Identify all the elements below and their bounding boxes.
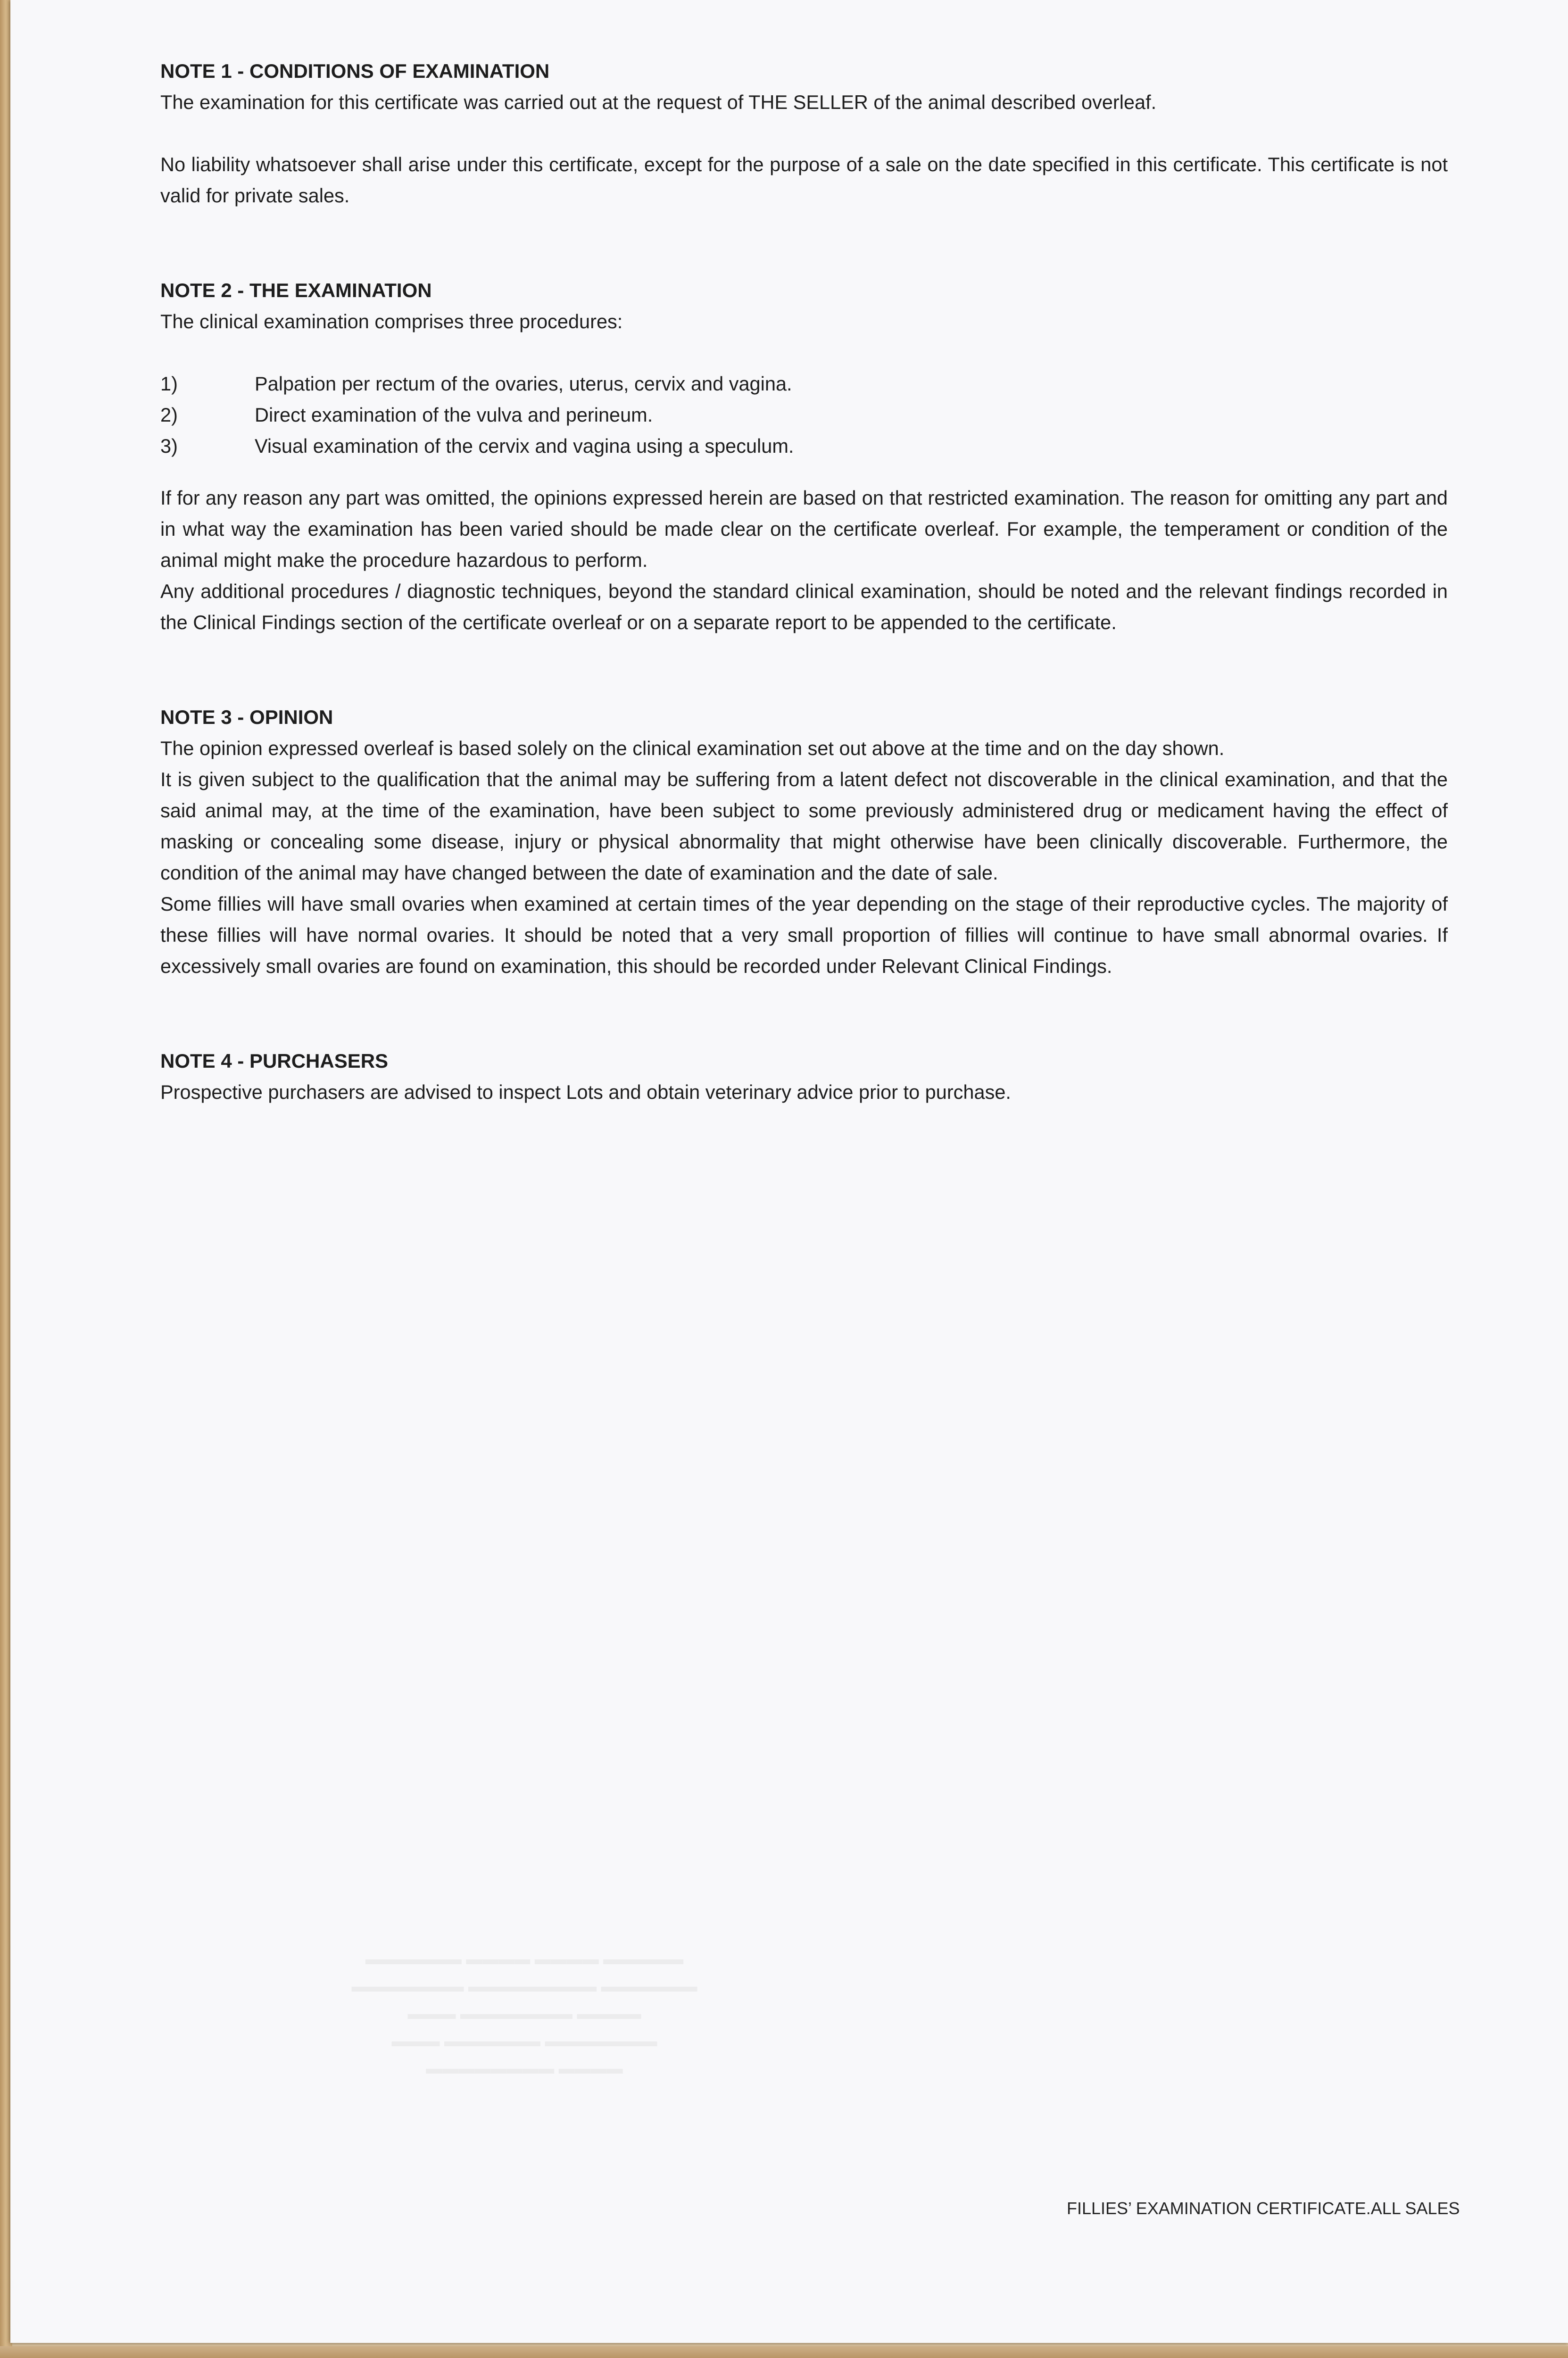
note-1-paragraph-1: The examination for this certificate was carried out at the request of THE SELLER of the animal described overleaf.: [160, 91, 1157, 113]
certificate-page: [10, 0, 1568, 2343]
procedure-item: [160, 431, 1448, 462]
note-3-paragraph-3: Some fillies will have small ovaries when examined at certain times of the year depending on the stage of their reproductive cycles. The majority of these fillies will have normal ovaries. It should be noted that a very small proportion of fillies will continue to have small abnormal ovaries. If excessively small ovaries are found on examination, this should be recorded under Relevant Clinical Findings.: [160, 893, 1448, 977]
wooden-surface-bottom: [0, 2346, 1568, 2358]
procedure-item: [160, 399, 1448, 431]
note-1-paragraph-2: No liability whatsoever shall arise under this certificate, except for the purpose of a sale on the date specified in this certificate. This certificate is not valid for private sales.: [160, 153, 1448, 207]
note-2-paragraph-2: Any additional procedures / diagnostic techniques, beyond the standard clinical examination, should be noted and the relevant findings recorded in the Clinical Findings section of the certificate overleaf or on a separate report to be appended to the certificate.: [160, 580, 1448, 633]
note-4-paragraph-1: Prospective purchasers are advised to inspect Lots and obtain veterinary advice prior to purchase.: [160, 1081, 1011, 1103]
procedure-text: Direct examination of the vulva and perineum.: [255, 404, 653, 426]
procedure-text: Palpation per rectum of the ovaries, uterus, cervix and vagina.: [255, 373, 792, 395]
note-3-section: [160, 702, 1448, 982]
procedure-item: [160, 368, 1448, 399]
note-3-paragraph-2: It is given subject to the qualification that the animal may be suffering from a latent defect not discoverable in the clinical examination, and that the said animal may, at the time of the examination, have been subject to some previously administered drug or medicament having the effect of masking or concealing some disease, injury or physical abnormality that might otherwise have been clinically discoverable. Furthermore, the condition of the animal may have changed between the date of examination and the date of sale.: [160, 768, 1448, 884]
note-2-heading: NOTE 2 - THE EXAMINATION: [160, 279, 432, 301]
note-3-heading: NOTE 3 - OPINION: [160, 706, 333, 728]
note-1-section: [160, 56, 1448, 211]
procedure-number: 3): [160, 435, 178, 457]
footer-document-title: FILLIES’ EXAMINATION CERTIFICATE.ALL SALES: [1067, 2199, 1460, 2218]
procedure-text: Visual examination of the cervix and vagina using a speculum.: [255, 435, 794, 457]
procedure-number: 2): [160, 404, 178, 426]
note-2-paragraph-1: If for any reason any part was omitted, the opinions expressed herein are based on that restricted examination. The reason for omitting any part and in what way the examination has been varied should be made clear on the certificate overleaf. For example, the temperament or condition of the animal might make the procedure hazardous to perform.: [160, 487, 1448, 571]
procedure-number: 1): [160, 373, 178, 395]
note-4-heading: NOTE 4 - PURCHASERS: [160, 1050, 389, 1072]
notes-content: [160, 56, 1448, 1171]
note-3-paragraph-1: The opinion expressed overleaf is based solely on the clinical examination set out above at the time and on the day shown.: [160, 737, 1225, 759]
note-1-heading: NOTE 1 - CONDITIONS OF EXAMINATION: [160, 60, 550, 82]
note-2-intro: The clinical examination comprises three procedures:: [160, 310, 623, 332]
show-through-stamp-mark: ▬▬▬▬▬ ▬▬▬▬ ▬▬▬▬ ▬▬▬▬▬▬ ▬▬▬▬▬▬ ▬▬▬▬▬▬▬▬ ▬▬▬▬▬▬▬ ▬▬▬▬ ▬▬▬▬▬▬▬ ▬▬▬ ▬▬▬▬▬▬▬ ▬▬▬▬▬▬ ▬▬▬ ▬▬▬▬ ▬▬▬▬▬▬▬▬: [351, 1950, 697, 2077]
note-2-section: [160, 275, 1448, 638]
procedure-list: [160, 368, 1448, 462]
note-4-section: [160, 1046, 1448, 1108]
